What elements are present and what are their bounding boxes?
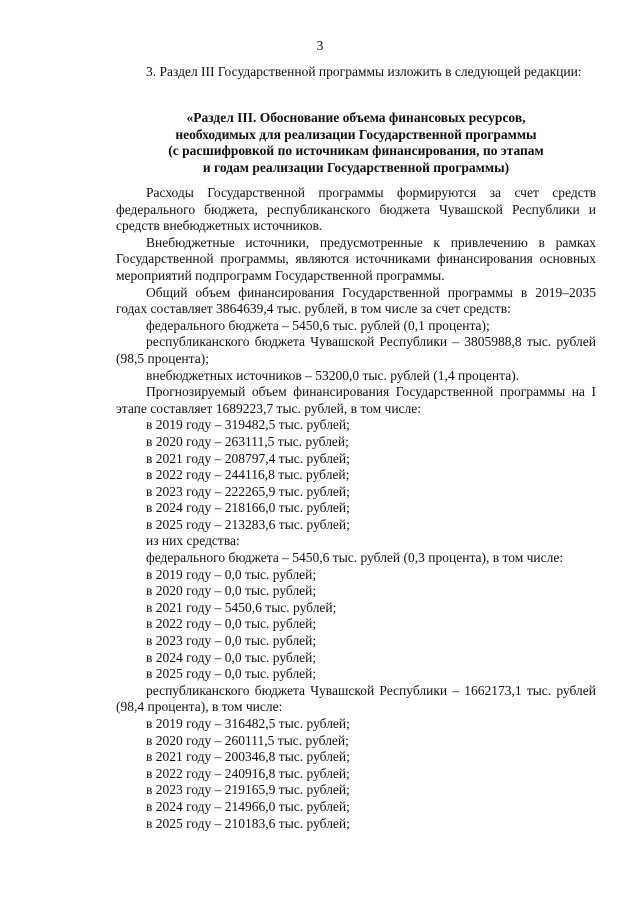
paragraph-stage-one: Прогнозируемый объем финансирования Государственной программы на I этапе составляет 1689223,7 тыс. рублей, в том числе:: [116, 384, 596, 416]
federal-budget-line: федерального бюджета – 5450,6 тыс. рублей (0,3 процента), в том числе:: [146, 550, 564, 566]
heading-line: (с расшифровкой по источникам финансирования, по этапам: [168, 143, 544, 159]
year-line: в 2024 году – 214966,0 тыс. рублей;: [146, 798, 350, 814]
year-line: в 2020 году – 0,0 тыс. рублей;: [146, 583, 317, 599]
paragraph-extrabudget: Внебюджетные источники, предусмотренные к привлечению в рамках Государственной программы, являются источниками финансирования основных мероприятий подпрограмм Государственной программы.: [116, 234, 596, 283]
intro-section: [116, 64, 596, 81]
year-line: в 2024 году – 218166,0 тыс. рублей;: [146, 500, 350, 516]
section-heading: [116, 110, 596, 176]
year-line: в 2021 году – 200346,8 тыс. рублей;: [146, 749, 350, 765]
paragraph-expenses: Расходы Государственной программы формируются за счет средств федерального бюджета, республиканского бюджета Чувашской Республики и средств внебюджетных источников.: [116, 185, 596, 234]
document-body: [116, 185, 596, 832]
year-line: в 2025 году – 0,0 тыс. рублей;: [146, 666, 317, 682]
year-line: в 2020 году – 260111,5 тыс. рублей;: [146, 732, 349, 748]
year-line: в 2019 году – 316482,5 тыс. рублей;: [146, 716, 350, 731]
paragraph-republic-budget: республиканского бюджета Чувашской Республики – 1662173,1 тыс. рублей (98,4 процента), в том числе:: [116, 682, 596, 715]
year-line: в 2025 году – 213283,6 тыс. рублей;: [146, 516, 350, 532]
year-line: в 2021 году – 208797,4 тыс. рублей;: [146, 450, 350, 466]
year-line: в 2021 году – 5450,6 тыс. рублей;: [146, 599, 337, 615]
year-line: в 2019 году – 0,0 тыс. рублей;: [146, 566, 317, 582]
year-line: в 2022 году – 0,0 тыс. рублей;: [146, 616, 317, 632]
intro-paragraph: 3. Раздел III Государственной программы изложить в следующей редакции:: [146, 64, 582, 79]
year-line: в 2019 году – 319482,5 тыс. рублей;: [146, 417, 350, 433]
year-line: в 2020 году – 263111,5 тыс. рублей;: [146, 433, 349, 449]
heading-line: необходимых для реализации Государственной программы: [175, 126, 537, 142]
year-line: в 2023 году – 222265,9 тыс. рублей;: [146, 483, 350, 499]
sources-label: из них средства:: [146, 533, 240, 549]
heading-line: и годам реализации Государственной программы): [202, 159, 510, 175]
page-number: 3: [316, 38, 324, 53]
year-line: в 2023 году – 0,0 тыс. рублей;: [146, 633, 317, 649]
year-line: в 2022 году – 240916,8 тыс. рублей;: [146, 765, 350, 781]
paragraph-republic-share: республиканского бюджета Чувашской Республики – 3805988,8 тыс. рублей (98,5 процента);: [116, 334, 596, 366]
heading-line: «Раздел III. Обоснование объема финансовых ресурсов,: [186, 110, 526, 125]
year-line: в 2024 году – 0,0 тыс. рублей;: [146, 649, 317, 665]
year-line: в 2025 году – 210183,6 тыс. рублей;: [146, 815, 350, 831]
paragraph-extrabudget-share: внебюджетных источников – 53200,0 тыс. рублей (1,4 процента).: [146, 367, 520, 383]
paragraph-federal-share: федерального бюджета – 5450,6 тыс. рублей (0,1 процента);: [146, 317, 490, 333]
paragraph-total-volume: Общий объем финансирования Государственной программы в 2019–2035 годах составляет 3864639,4 тыс. рублей, в том числе за счет средств:: [116, 284, 596, 317]
year-line: в 2022 году – 244116,8 тыс. рублей;: [146, 467, 350, 483]
year-line: в 2023 году – 219165,9 тыс. рублей;: [146, 782, 350, 798]
